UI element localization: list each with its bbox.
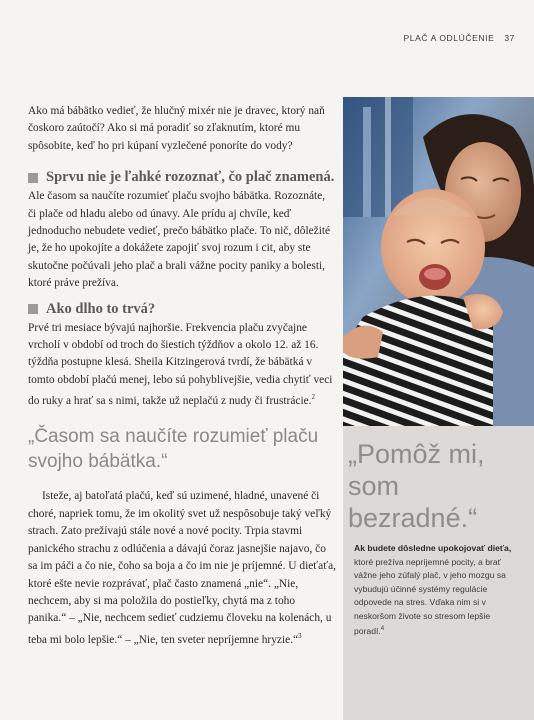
footnote-marker: 4 [380, 626, 385, 632]
photo-caption [354, 542, 522, 638]
caption-bold: Ak budete dôsledne upokojovať dieťa, [354, 543, 512, 553]
section-1-body: Ale časom sa naučíte rozumieť plaču svojho bábätka. Rozoznáte, či plače od hladu alebo od únavy. Ale prídu aj chvíle, keď jednoducho nebudete vedieť, prečo bábätko plače. To nič, dôležité je, že ho upokojíte a dokážete zapojiť svoj rozum i cit, aby ste skutočne počúvali jeho plač a brali vážne pocity paniky a bolesti, ktoré práve prežíva. [28, 190, 331, 290]
section-2-body [28, 320, 336, 411]
page-number: 37 [504, 33, 515, 43]
section-title: PLAČ A ODLÚČENIE [403, 33, 495, 43]
running-head [403, 33, 515, 43]
main-column [28, 103, 336, 649]
footnote-marker: 2 [311, 393, 316, 402]
intro-paragraph: Ako má bábätko vedieť, že hlučný mixér nie je dravec, ktorý naň čoskoro zaútočí? Ako si má poradiť so zľaknutím, ktoré mu spôsobite, keď ho pri kúpaní vyzlečené ponoríte do vody? [28, 105, 325, 152]
heading-text: Ako dlho to trvá? [46, 300, 156, 317]
caption-text: ktoré prežíva nepríjemné pocity, a brať vážne jeho zúfalý plač, v jeho mozgu sa vybudujú účinné systémy regulácie odpovede na stres. Vďaka nim si v neskoršom živote so stresom lepšie poradí. [354, 556, 506, 636]
heading-text: Sprvu nie je ľahké rozoznať, čo plač znamená. [46, 169, 335, 186]
heading-square-icon [28, 304, 38, 314]
pull-quote-right: „Pomôž mi, som bezradné.“ [348, 439, 485, 533]
heading-square-icon [28, 173, 38, 183]
section-heading-1 [28, 169, 336, 186]
sidebar-box [343, 426, 534, 720]
footnote-marker: 3 [298, 631, 302, 640]
pull-quote-left: „Časom sa naučíte rozumieť plaču svojho bábätka.“ [28, 426, 319, 473]
final-paragraph-text: Isteže, aj batoľatá plačú, keď sú uzimené, hladné, unavené či choré, napriek tomu, že im okolitý svet už nespôsobuje taký veľký strach. Zato prežívajú stále nové a nové pocity. Trpia stavmi panického strachu z odlúčenia a dávajú čoraz jasnejšie najavo, čo sa im páči a čo nie, čoho sa boja a čo im nie je príjemné. U dieťaťa, ktoré ešte nevie rozprávať, plač často znamená „nie“. „Nie, nechcem, aby si ma položila do postieľky, chytá ma z toho panika.“ – „Nie, nechcem sedieť cudziemu človeku na kolenách, u teba mi bolo lepšie.“ – „Nie, ten sveter nepríjemne hryzie.“ [28, 490, 336, 646]
section-2-text: Prvé tri mesiace bývajú najhoršie. Frekvencia plaču zvyčajne vrcholí v období od troch do šiestich týždňov a okolo 12. až 16. týždňa postupne klesá. Sheila Kitzingerová tvrdí, že bábätká v tomto období plačú menej, lebo sú pohyblivejšie, vedia chytiť veci do ruky a hrať sa s nimi, takže už neplačú z nudy či frustrácie. [28, 321, 333, 408]
section-heading-2 [28, 301, 336, 318]
photo-mother-crying-baby [343, 97, 534, 426]
photo-illustration [343, 97, 534, 426]
final-paragraph [28, 488, 336, 648]
